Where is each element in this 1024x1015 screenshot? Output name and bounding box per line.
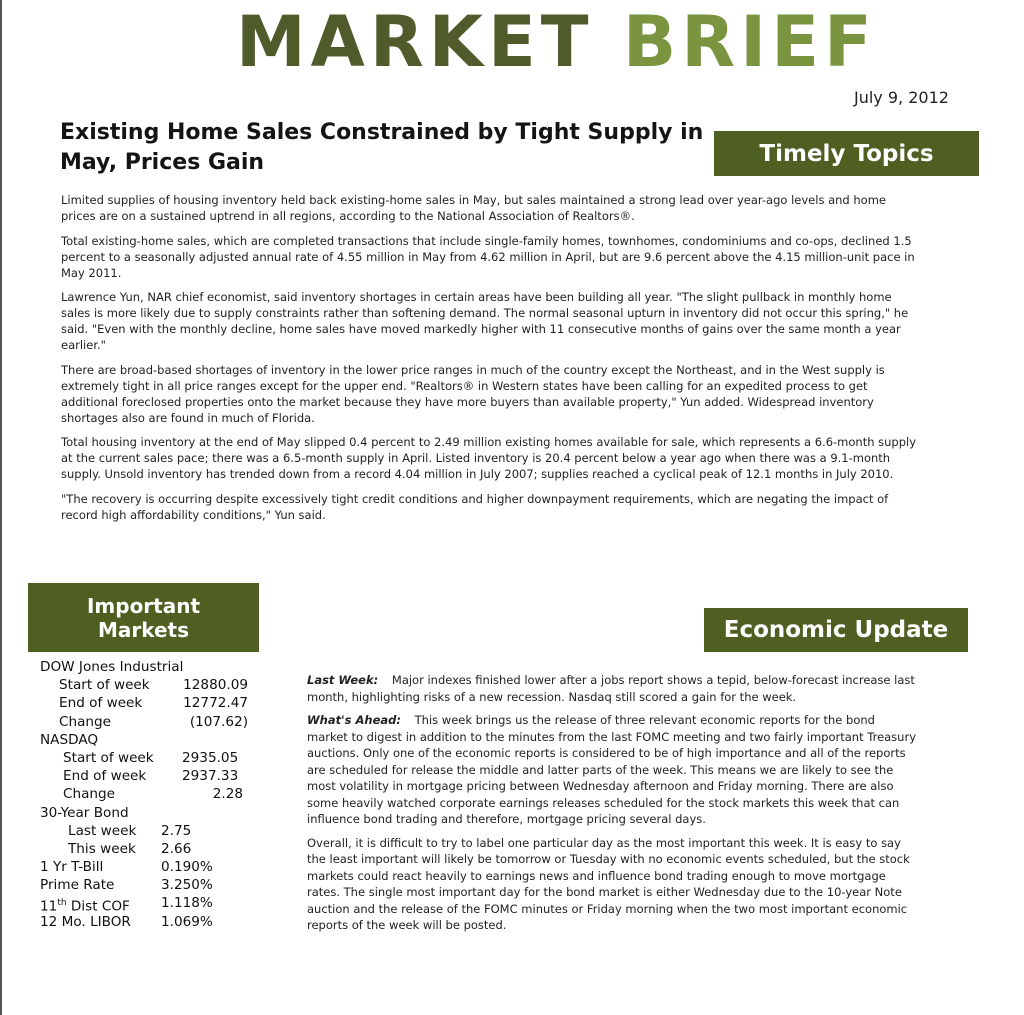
econ-paragraph-last-week [307,672,917,705]
timely-topics-label: Timely Topics [759,140,934,167]
market-row-label [40,894,161,915]
cof-label-number: 11 [40,898,58,915]
article-body [61,192,921,531]
market-row-value: 0.190% [161,859,213,876]
important-markets-label-line2: Markets [97,617,190,642]
econ-lead-whats-ahead: What's Ahead: [307,713,401,727]
article-paragraph: "The recovery is occurring despite excessively tight credit conditions and higher downpayment requirements, which are negating the impact of record high affordability conditions," Yun said. [61,491,889,522]
masthead-title [236,0,976,84]
market-row [40,694,270,712]
market-heading-bond [40,804,270,822]
page-border [0,0,2,1015]
market-row-value: 2.66 [161,840,192,857]
econ-text-last-week: Major indexes finished lower after a jobs report shows a tepid, below-forecast increase last month, highlighting risks of a new recession. Nasdaq still scored a gain for the week. [307,673,915,704]
important-markets-label-line1: Important [86,593,201,618]
econ-paragraph-overall: Overall, it is difficult to try to label one particular day as the most important this week. It is easy to say the least important will likely be tomorrow or Tuesday with no economic events scheduled, but the stock markets could react heavily to earnings news and influence bond trading enough to move mortgage rates. The single most important day for the bond market is either Wednesday due to the 10-year Note auction and the release of the FOMC minutes or Friday morning when the two most important economic reports of the week will be posted. [307,835,910,932]
market-row-label: Last week [68,822,137,839]
article-headline: Existing Home Sales Constrained by Tight Supply in May, Prices Gain [60,120,704,175]
market-row [40,749,270,767]
article-paragraph: Lawrence Yun, NAR chief economist, said inventory shortages in certain areas have been building all year. "The slight pullback in monthly home sales is more likely due to supply constraints rather than softening demand. The normal seasonal upturn in inventory did not occur this spring," he said. "Even with the monthly decline, home sales have moved markedly higher with 11 consecutive months of gains over the same month a year earlier." [61,290,909,352]
market-row [40,913,270,931]
economic-update-banner [704,608,968,652]
market-row-value: 3.250% [161,877,213,894]
market-row [40,840,270,858]
market-row-label: Start of week [63,749,154,766]
issue-date: July 9, 2012 [854,88,949,107]
article-paragraph: Limited supplies of housing inventory held back existing-home sales in May, but sales maintained a strong lead over year-ago levels and home prices are on a sustained uptrend in all regions, according to the National Association of Realtors®. [61,193,886,223]
market-row-value: 2937.33 [182,768,239,785]
econ-text-whats-ahead: This week brings us the release of three relevant economic reports for the bond market to digest in addition to the minutes from the last FOMC meeting and two fairly important Treasury auctions. Only one of the economic reports is considered to be of high importance and all of the reports are scheduled for release the middle and latter parts of the week. This means we are likely to see the most volatility in mortgage pricing between Wednesday afternoon and Friday morning. There are also some heavily watched corporate earnings releases scheduled for the stock markets this week that can influence bond trading and therefore, mortgage pricing several days. [307,713,917,826]
market-row [40,876,270,894]
market-row-value: 2.75 [161,822,192,839]
market-row [40,713,270,731]
market-row [40,822,270,840]
markets-table [40,658,270,931]
market-row-label: End of week [59,695,143,712]
market-row-value: (107.62) [189,713,248,730]
market-heading-label: DOW Jones Industrial [40,659,184,675]
article-paragraph: Total housing inventory at the end of May slipped 0.4 percent to 2.49 million existing homes available for sale, which represents a 6.6-month supply at the current sales pace; there was a 6.5-month supply in April. Listed inventory is 20.4 percent below a year ago when there was a 9.1-month supply. Unsold inventory has trended down from a record 4.04 million in July 2007; supplies reached a cyclical peak of 12.1 months in July 2010. [61,435,917,481]
timely-topics-banner [714,131,979,176]
masthead-word-brief: BRIEF [622,1,877,83]
market-row [40,676,270,694]
important-markets-banner [28,583,259,652]
market-heading-label: 30-Year Bond [40,804,129,821]
article-paragraph: Total existing-home sales, which are completed transactions that include single-family homes, townhomes, condominiums and co-ops, declined 1.5 percent to a seasonally adjusted annual rate of 4.55 million in May from 4.62 million in April, but are 9.6 percent above the 4.15 million-unit pace in May 2011. [61,233,915,280]
market-row-value: 12880.09 [183,677,248,694]
market-row-value: 12772.47 [183,695,248,712]
market-row-label: 12 Mo. LIBOR [40,913,131,930]
market-row-label: Prime Rate [40,877,115,894]
market-row-value: 2935.05 [182,749,239,766]
market-row-value: 1.069% [161,913,213,930]
market-row [40,767,270,785]
market-row [40,894,270,915]
economic-update-body [307,672,917,941]
market-heading-dow [40,658,270,676]
market-row-label: Start of week [59,677,150,694]
market-row [40,785,270,803]
market-row [40,858,270,876]
masthead-word-market: MARKET [236,1,594,83]
economic-update-label: Economic Update [723,617,949,643]
econ-paragraph-whats-ahead [307,712,917,828]
market-heading-label: NASDAQ [40,731,99,748]
cof-label-ordinal: th [57,898,67,909]
econ-lead-last-week: Last Week: [307,673,379,687]
market-row-label: Change [63,786,116,803]
market-heading-nasdaq [40,731,270,749]
market-row-value: 2.28 [212,786,243,803]
market-row-label: Change [59,713,112,730]
market-row-value: 1.118% [161,895,213,912]
market-row-label: This week [68,840,136,857]
article-paragraph: There are broad-based shortages of inventory in the lower price ranges in much of the country except the Northeast, and in the West supply is extremely tight in all price ranges except for the upper end. "Realtors® in Western states have been calling for an expedited process to get additional foreclosed properties onto the market because they have more buyers than available property," Yun added. Widespread inventory shortages also are found in much of Florida. [61,362,885,425]
cof-label-text: Dist COF [66,898,130,915]
market-row-label: 1 Yr T-Bill [40,859,104,876]
market-row-label: End of week [63,768,147,785]
